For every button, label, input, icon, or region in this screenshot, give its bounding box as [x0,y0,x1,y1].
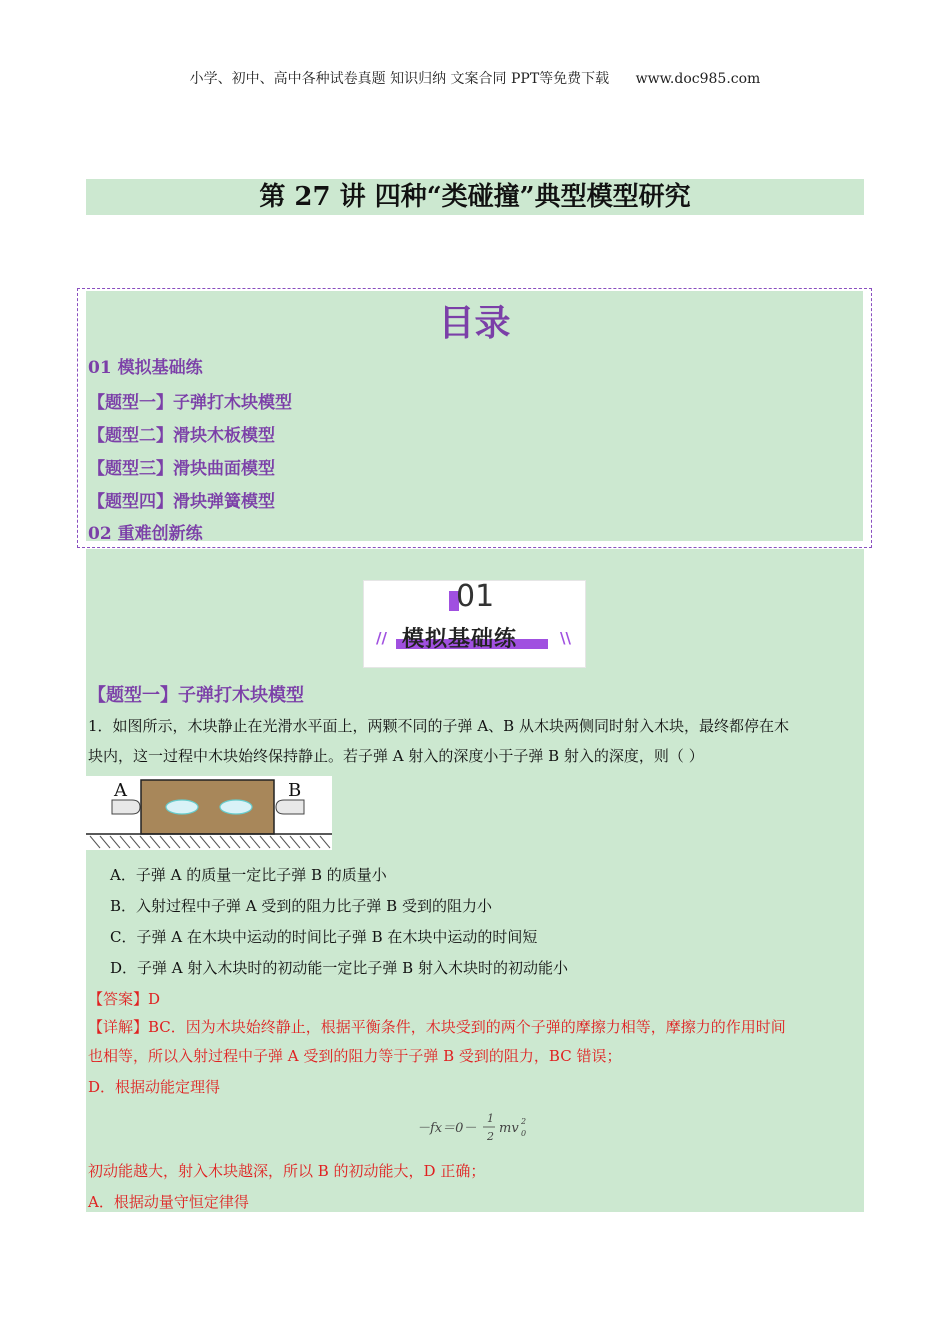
formula-svg [415,1108,535,1148]
page-header [0,68,950,88]
label-b: B [288,780,302,801]
explanation-line-5: A．根据动量守恒定律得 [88,1193,249,1211]
question-line-2: 块内，这一过程中木块始终保持静止。若子弹 A 射入的深度小于子弹 B 射入的深度，则（ ） [88,747,704,765]
explanation-line-3: D．根据动能定理得 [88,1078,221,1096]
formula-lhs: －fx＝0－ [417,1121,477,1136]
toc-item-type-1[interactable]: 【题型一】子弹打木块模型 [88,393,292,413]
bullet-b [276,800,304,814]
bullet-block-diagram [86,776,332,850]
answer-label: 【答案】D [88,990,161,1008]
bullet-a [112,800,140,814]
header-text: 小学、初中、高中各种试卷真题 知识归纳 文案合同 PPT等免费下载 [189,71,610,87]
formula-rhs: mv [499,1121,519,1136]
section-badge [363,580,586,668]
choice-b[interactable]: B．入射过程中子弹 A 受到的阻力比子弹 B 受到的阻力小 [110,897,492,915]
explanation-line-4: 初动能越大，射入木块越深，所以 B 的初动能大，D 正确； [88,1162,486,1180]
wood-block [141,780,274,834]
bullet-a-embedded [166,800,198,814]
toc-item-type-4[interactable]: 【题型四】滑块弹簧模型 [88,492,275,512]
bullet-b-embedded [220,800,252,814]
formula-superscript: 2 [521,1117,527,1126]
ground-hatching [90,836,330,848]
badge-label: 模拟基础练 [402,627,518,652]
choice-d[interactable]: D．子弹 A 射入木块时的初动能一定比子弹 B 射入木块时的初动能小 [110,959,568,977]
toc-item-type-3[interactable]: 【题型三】滑块曲面模型 [88,459,275,479]
choice-a[interactable]: A．子弹 A 的质量一定比子弹 B 的质量小 [110,866,387,884]
formula-numerator: 1 [487,1112,494,1125]
badge-slash-left: // [376,629,387,647]
explanation-line-2: 也相等，所以入射过程中子弹 A 受到的阻力等于子弹 B 受到的阻力，BC 错误； [88,1047,622,1065]
page-title: 第 27 讲 四种“类碰撞”典型模型研究 [86,179,864,215]
section-heading: 【题型一】子弹打木块模型 [88,685,304,706]
badge-slash-right: \\ [560,629,571,647]
table-of-contents [77,288,872,548]
formula-subscript: 0 [521,1129,527,1138]
question-line-1: 1．如图所示，木块静止在光滑水平面上，两颗不同的子弹 A、B 从木块两侧同时射入木块，最终都停在木 [88,717,789,735]
choice-c[interactable]: C．子弹 A 在木块中运动的时间比子弹 B 在木块中运动的时间短 [110,928,538,946]
kinetic-energy-formula [415,1108,535,1148]
formula-denominator: 2 [487,1130,494,1143]
toc-panel [86,291,863,544]
diagram-svg [86,776,332,850]
badge-number: 01 [456,579,495,614]
explanation-line-1: 【详解】BC．因为木块始终静止，根据平衡条件，木块受到的两个子弹的摩擦力相等，摩擦力的作用时间 [88,1018,786,1036]
toc-heading: 目录 [438,302,511,344]
toc-item-type-2[interactable]: 【题型二】滑块木板模型 [88,426,275,446]
toc-item-practice-basic[interactable]: 01 模拟基础练 [88,358,203,378]
toc-item-practice-advanced[interactable]: 02 重难创新练 [88,524,203,544]
label-a: A [114,780,127,801]
header-url[interactable]: www.doc985.com [635,71,761,87]
